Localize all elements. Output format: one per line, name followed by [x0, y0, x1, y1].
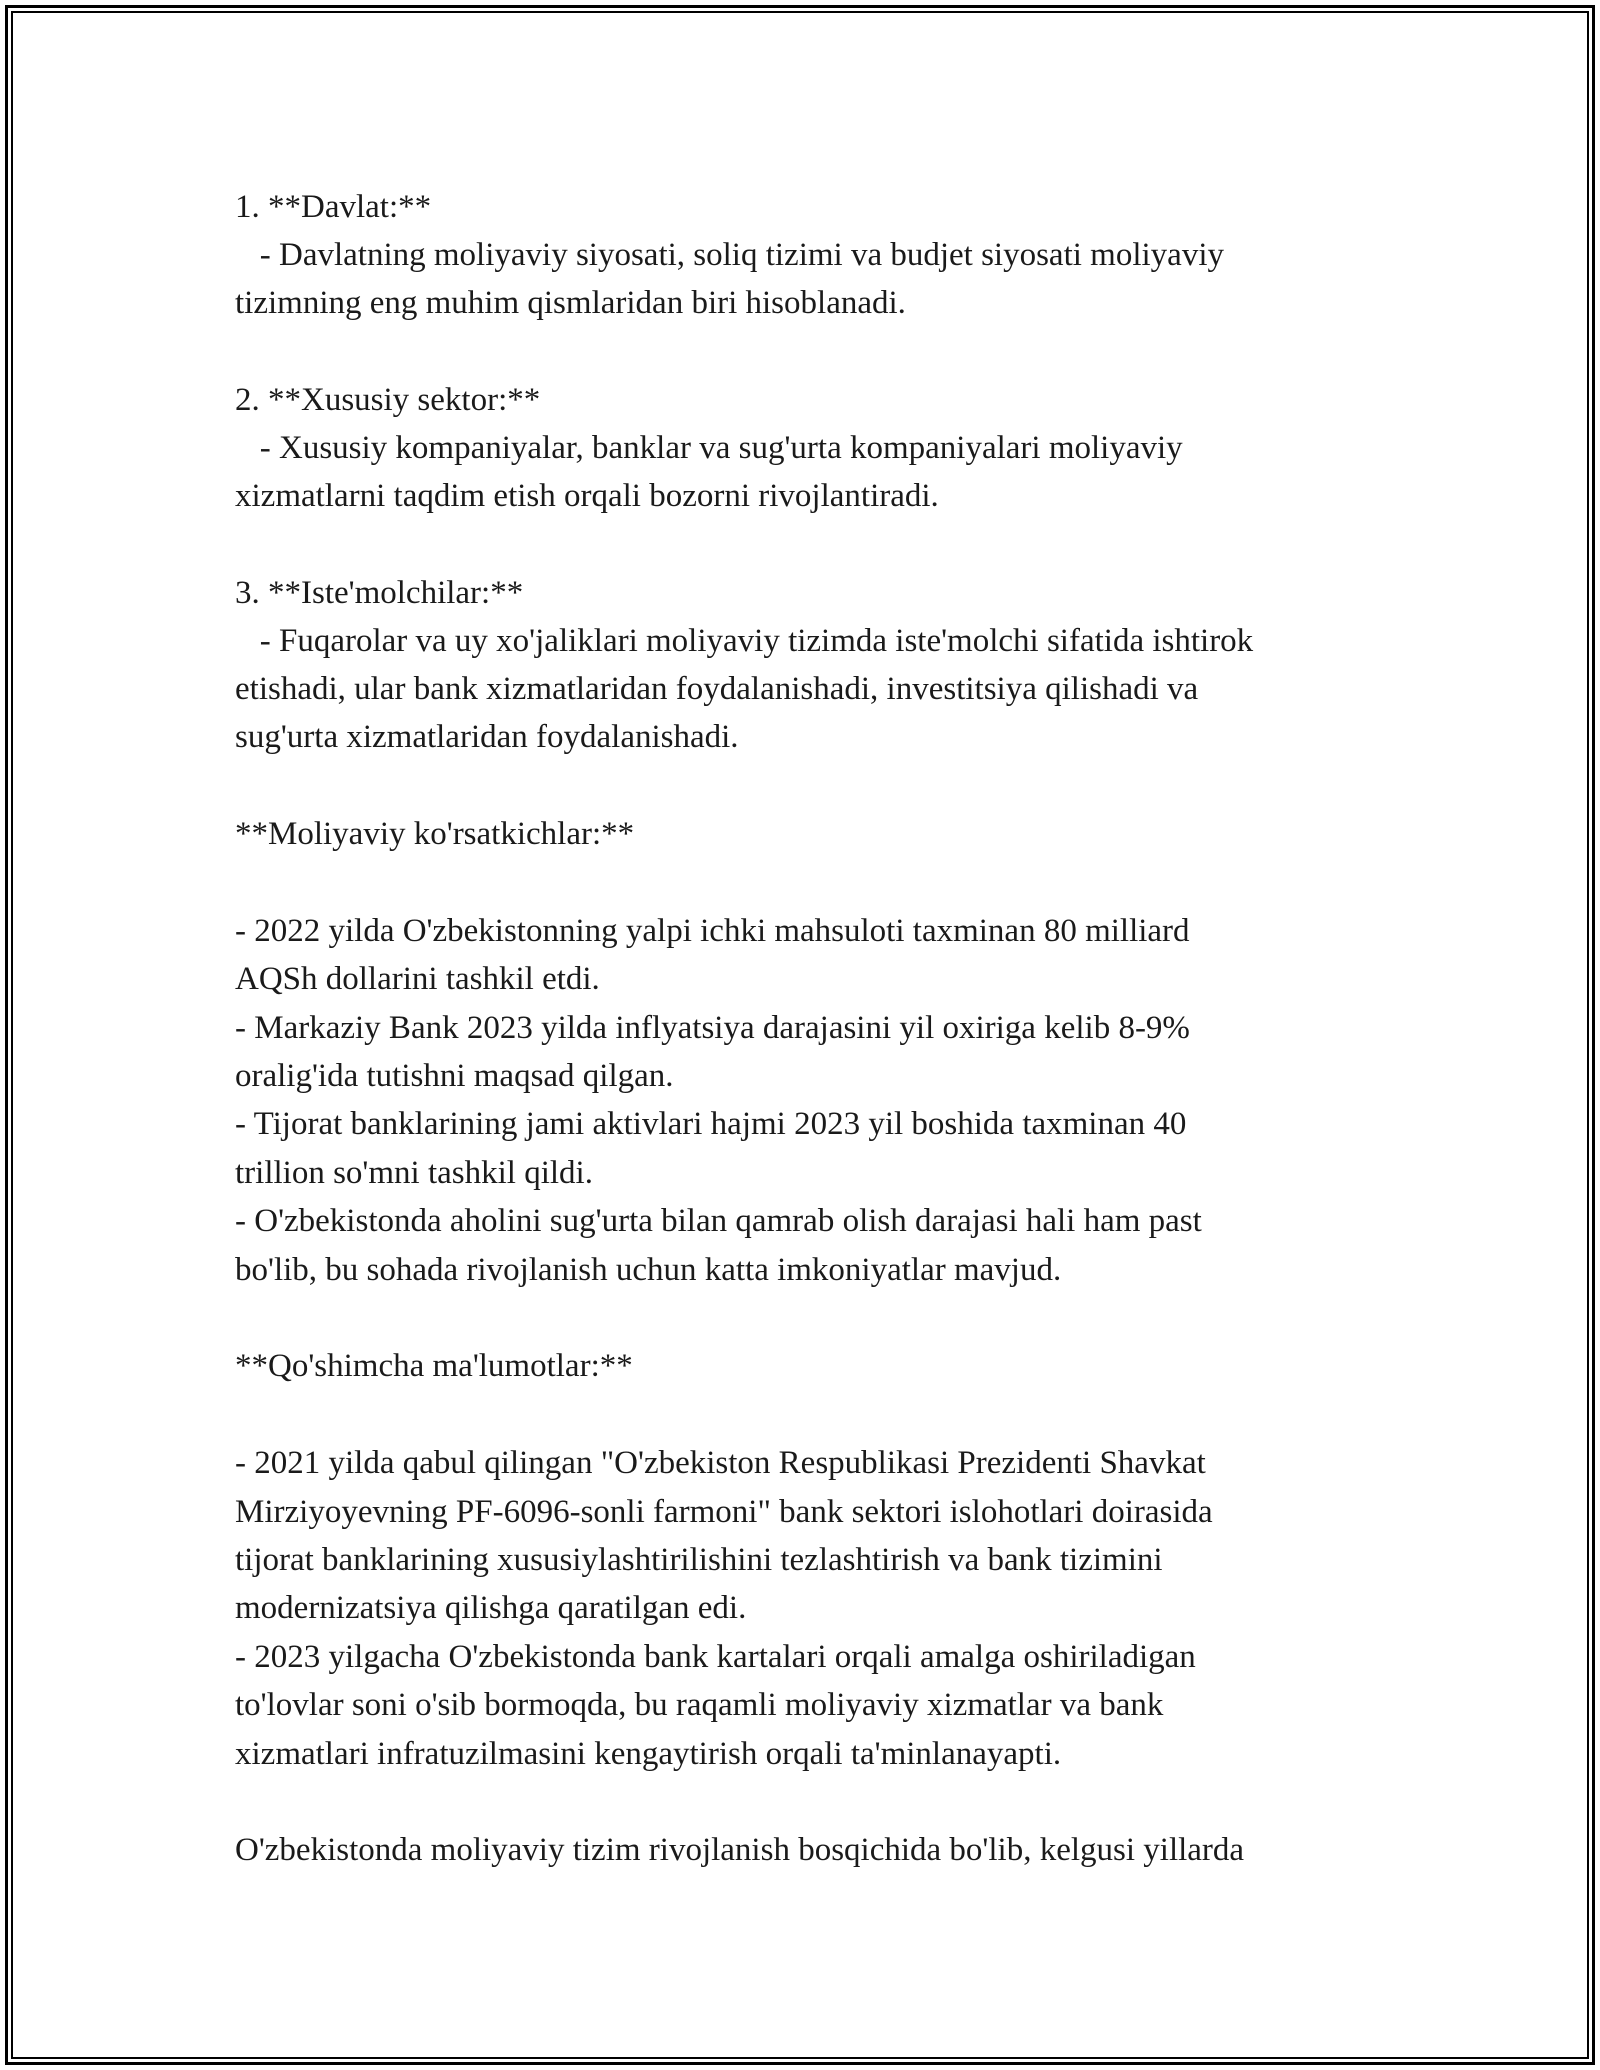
indicator-item: AQSh dollarini tashkil etdi.	[235, 961, 600, 997]
additional-item: tijorat banklarining xususiylashtirilishini tezlashtirish va bank tizimini	[235, 1542, 1163, 1578]
additional-item: to'lovlar soni o'sib bormoqda, bu raqamli moliyaviy xizmatlar va bank	[235, 1687, 1164, 1723]
section-2-heading: 2. **Xususiy sektor:**	[235, 382, 541, 418]
additional-item: Mirziyoyevning PF-6096-sonli farmoni" bank sektori islohotlari doirasida	[235, 1494, 1213, 1530]
section-1-heading: 1. **Davlat:**	[235, 189, 432, 225]
indicator-item: bo'lib, bu sohada rivojlanish uchun katta imkoniyatlar mavjud.	[235, 1252, 1062, 1288]
section-3-text: - Fuqarolar va uy xo'jaliklari moliyaviy tizimda iste'molchi sifatida ishtirok	[235, 623, 1254, 659]
section-3-text: sug'urta xizmatlaridan foydalanishadi.	[235, 719, 739, 755]
additional-heading: **Qo'shimcha ma'lumotlar:**	[235, 1348, 633, 1384]
additional-item: - 2023 yilgacha O'zbekistonda bank kartalari orqali amalga oshiriladigan	[235, 1639, 1196, 1675]
indicator-item: oralig'ida tutishni maqsad qilgan.	[235, 1058, 674, 1094]
additional-item: - 2021 yilda qabul qilingan "O'zbekiston Respublikasi Prezidenti Shavkat	[235, 1445, 1206, 1481]
conclusion-text: O'zbekistonda moliyaviy tizim rivojlanish bosqichida bo'lib, kelgusi yillarda	[235, 1832, 1245, 1868]
section-2-text: xizmatlarni taqdim etish orqali bozorni rivojlantiradi.	[235, 478, 939, 514]
additional-item: xizmatlari infratuzilmasini kengaytirish orqali ta'minlanayapti.	[235, 1736, 1062, 1772]
section-1-text: - Davlatning moliyaviy siyosati, soliq tizimi va budjet siyosati moliyaviy	[235, 237, 1224, 273]
section-3-heading: 3. **Iste'molchilar:**	[235, 575, 524, 611]
additional-item: modernizatsiya qilishga qaratilgan edi.	[235, 1590, 747, 1626]
indicator-item: - 2022 yilda O'zbekistonning yalpi ichki mahsuloti taxminan 80 milliard	[235, 913, 1190, 949]
document-body	[235, 183, 1415, 1868]
section-3-text: etishadi, ular bank xizmatlaridan foydalanishadi, investitsiya qilishadi va	[235, 671, 1199, 707]
indicator-item: - O'zbekistonda aholini sug'urta bilan qamrab olish darajasi hali ham past	[235, 1203, 1202, 1239]
section-1-text: tizimning eng muhim qismlaridan biri hisoblanadi.	[235, 285, 906, 321]
section-2-text: - Xususiy kompaniyalar, banklar va sug'urta kompaniyalari moliyaviy	[235, 430, 1183, 466]
indicator-item: trillion so'mni tashkil qildi.	[235, 1155, 593, 1191]
indicator-item: - Tijorat banklarining jami aktivlari hajmi 2023 yil boshida taxminan 40	[235, 1106, 1187, 1142]
indicators-heading: **Moliyaviy ko'rsatkichlar:**	[235, 816, 635, 852]
indicator-item: - Markaziy Bank 2023 yilda inflyatsiya darajasini yil oxiriga kelib 8-9%	[235, 1010, 1190, 1046]
